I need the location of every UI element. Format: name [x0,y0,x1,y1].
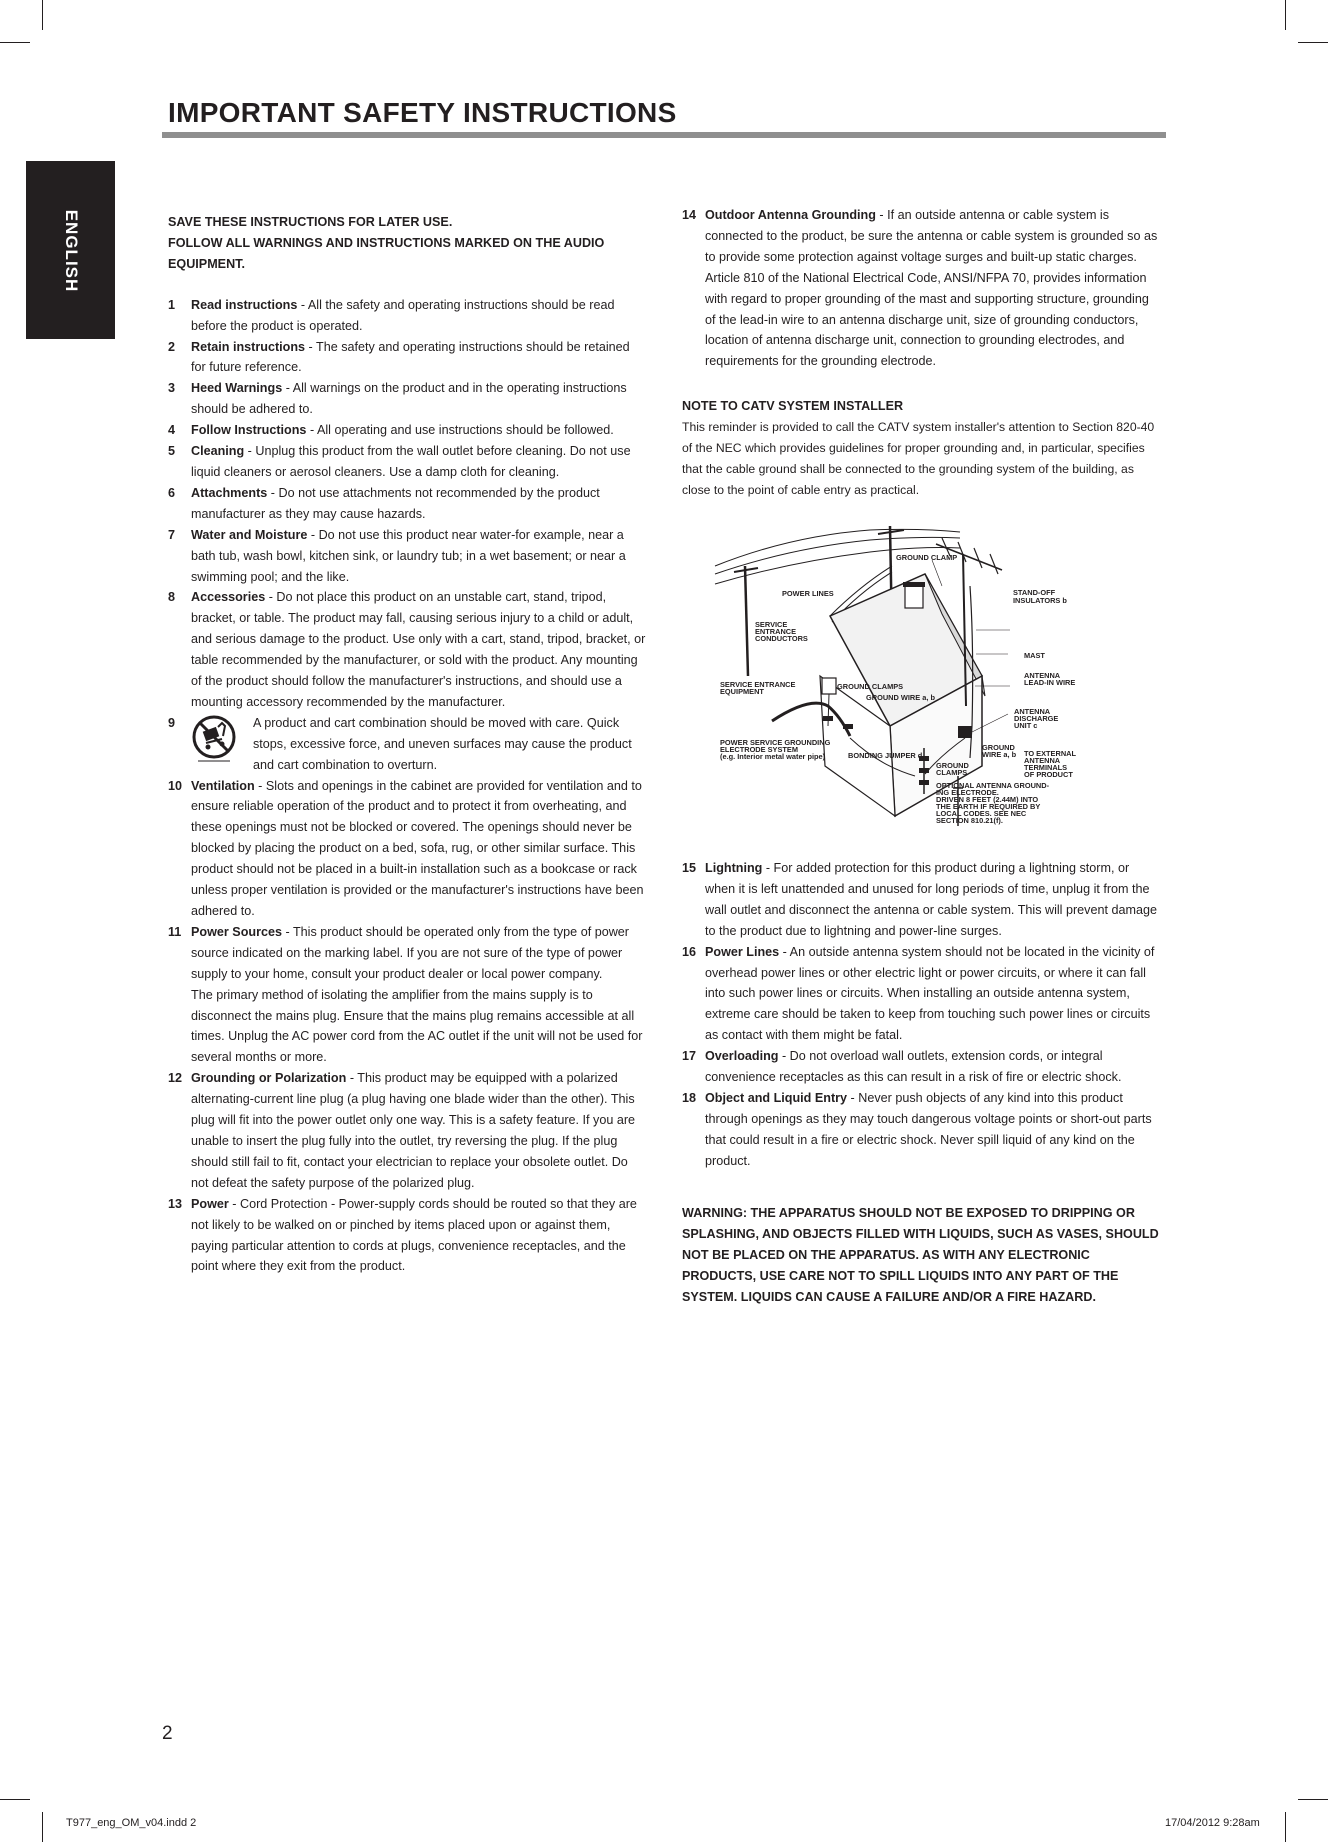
item-text: - Slots and openings in the cabinet are provided for ventilation and to ensure reliable operation of the product and to protect it from overheating, and these openings must not be blocked or covered. The openings should never be blocked by placing the product on a bed, sofa, rug, or other similar surface. This product should not be placed in a built-in installation such as a bookcase or rack unless proper ventilation is provided or the manufacturer's instructions have been adhered to. [191,778,644,918]
ground-clamp [843,724,853,729]
item-text: - Never push objects of any kind into this product through openings as they may touch dangerous voltage points or short-out parts that could result in a fire or electric shock. Never spill liquid of any kind on the product. [705,1090,1152,1168]
item-number: 12 [168,1071,183,1086]
item-title: Object and Liquid Entry [705,1090,848,1105]
item-number: 2 [168,339,176,354]
label-ground-wire: GROUND WIRE a, b [866,693,935,702]
liquid-warning: WARNING: THE APPARATUS SHOULD NOT BE EXPOSED TO DRIPPING OR SPLASHING, AND OBJECTS FILLED WITH LIQUIDS, SUCH AS VASES, SHOULD NOT BE PLACED ON THE APPARATUS. AS WITH ANY ELECTRONIC PRODUCTS, USE CARE NOT TO SPILL LIQUIDS INTO ANY PART OF THE SYSTEM. LIQUIDS CAN CAUSE A FAILURE AND/OR A FIRE HAZARD. [682,1206,1159,1304]
item-number: 7 [168,527,176,542]
item-text: - If an outside antenna or cable system is connected to the product, be sure the antenna or cable system is grounded so as to provide some protection against voltage surges and built-up static charges. Article 810 of the National Electrical Code, ANSI/NFPA 70, provides information with regard to proper grounding of the mast and supporting structure, grounding of the lead-in wire to an antenna discharge unit, size of grounding conductors, location of antenna discharge unit, connection to grounding electrodes, and requirements for the grounding electrode. [705,208,1158,369]
item-title: Outdoor Antenna Grounding [705,208,876,222]
label-ground-clamps-2: CLAMPS [936,768,968,777]
label-optional-electrode: DRIVEN 8 FEET (2.44M) INTO [936,795,1039,804]
list-item [682,1088,1162,1172]
antenna-element [990,554,998,574]
intro [168,212,646,275]
item-title: Ventilation [191,778,255,793]
item-title: Power Lines [705,944,780,959]
item-text: - This product should be operated only from the type of power source indicated on the marking label. If you are not sure of the type of power supply to your home, consult your product dealer or local power company. [191,924,629,981]
item-text: - Do not place this product on an unstable cart, stand, tripod, bracket, or table. The product may fall, causing serious injury to a child or adult, and serious damage to the product. Use only with a cart, stand, tripod, bracket, or table recommended by the manufacturer, or sold with the product. Any mounting of the product should follow the manufacturer's instructions, and should use a mounting accessory recommended by the manufacturer. [191,590,646,709]
item-title: Accessories [191,590,266,605]
item-text: - Unplug this product from the wall outlet before cleaning. Do not use liquid cleaners or aerosol cleaners. Use a damp cloth for cleaning. [191,444,631,479]
item-title: Water and Moisture [191,527,308,542]
left-instruction-list [168,295,646,1278]
left-column [168,212,646,1277]
language-tab [26,161,115,339]
label-service-conductors: ENTRANCE [755,627,797,636]
item-title: Cleaning [191,444,245,459]
item-number: 10 [168,778,183,793]
item-title: Follow Instructions [191,423,307,438]
ground-clamp [919,768,929,773]
crop-mark [1298,42,1328,43]
ground-clamp [823,716,833,721]
title-rule [162,132,1166,138]
list-item [168,922,646,1068]
label-external-terminals: TERMINALS [1024,763,1068,772]
label-standoff: STAND-OFF [1013,588,1056,597]
list-item [168,378,646,420]
item-title: Attachments [191,485,268,500]
label-antenna-lead: LEAD-IN WIRE [1024,678,1076,687]
chimney-cap [903,582,925,587]
footer-date: 17/04/2012 9:28am [1165,1817,1260,1829]
label-discharge-unit: DISCHARGE [1014,714,1059,723]
item-number: 17 [682,1049,697,1064]
page-title: IMPORTANT SAFETY INSTRUCTIONS [168,97,677,128]
label-ground-clamps-2: GROUND [936,761,969,770]
item-text: - All the safety and operating instructions should be read before the product is operated. [191,297,615,333]
item-number: 8 [168,590,176,605]
label-external-terminals: TO EXTERNAL [1024,749,1077,758]
language-tab-label: ENGLISH [62,209,81,293]
label-optional-electrode: THE EARTH IF REQUIRED BY [936,802,1041,811]
crop-mark [1285,0,1286,30]
label-power-service-grounding: ELECTRODE SYSTEM [720,745,799,754]
label-optional-electrode: SECTION 810.21(f). [936,816,1003,825]
label-power-service-grounding: POWER SERVICE GROUNDING [720,738,831,747]
item-text: - All warnings on the product and in the operating instructions should be adhered to. [191,381,627,417]
item-text: - Cord Protection - Power-supply cords should be routed so that they are not likely to be walked on or pinched by items placed upon or against them, paying particular attention to cords at plugs, convenience receptacles, and the point where they exit from the product. [191,1196,637,1274]
service-entrance-box [822,678,836,694]
item-title: Read instructions [191,297,298,312]
item-number: 9 [168,715,176,730]
item-text: - An outside antenna system should not be located in the vicinity of overhead power lines or other electric light or power circuits, or where it can fall into such power lines or circuits. When installing an outside antenna system, extreme care should be taken to keep from touching such power lines or circuits as contact with them might be fatal. [705,944,1155,1043]
item-text: A product and cart combination should be moved with care. Quick stops, excessive force, and uneven surfaces may cause the product and cart combination to overturn. [253,715,632,772]
list-item [168,441,646,483]
page-number: 2 [162,1723,173,1744]
item-title: Grounding or Polarization [191,1071,347,1086]
list-item [168,1194,646,1278]
antenna-element [958,542,966,562]
leader-line [932,560,942,586]
item-number: 13 [168,1196,183,1211]
list-item [682,205,1162,372]
right-instruction-list-b [682,858,1162,1172]
label-external-terminals: OF PRODUCT [1024,770,1073,779]
intro-line-2: FOLLOW ALL WARNINGS AND INSTRUCTIONS MARKED ON THE AUDIO EQUIPMENT. [168,235,605,271]
label-power-service-grounding: (e.g. Interior metal water pipe) [720,752,826,761]
item-title: Heed Warnings [191,381,283,396]
item-number: 14 [682,208,697,222]
intro-line-1: SAVE THESE INSTRUCTIONS FOR LATER USE. [168,215,453,229]
label-external-terminals: ANTENNA [1024,756,1061,765]
item-number: 3 [168,381,176,396]
label-antenna-lead: ANTENNA [1024,671,1061,680]
item-number: 1 [168,297,176,312]
list-item [168,1068,646,1193]
item-number: 4 [168,423,176,438]
item-number: 16 [682,944,697,959]
item-number: 6 [168,485,176,500]
utility-pole [745,566,748,676]
footer-filename: T977_eng_OM_v04.indd 2 [66,1817,197,1829]
label-ground-wire-2: GROUND [982,743,1015,752]
ground-clamp [919,780,929,785]
item-title: Retain instructions [191,339,306,354]
label-ground-wire-2: WIRE a, b [982,750,1017,759]
crop-mark [42,1812,43,1842]
catv-note-body: This reminder is provided to call the CATV system installer's attention to Section 820-40 of the NEC which provides guidelines for proper grounding and, in particular, specifies that the cable ground shall be connected to the grounding system of the building, as close to the point of cable entry as practical. [682,420,1155,497]
list-item [682,1046,1162,1088]
chimney [905,586,923,608]
list-item [168,483,646,525]
list-item [168,295,646,337]
list-item [682,858,1162,942]
cart-warning-icon [192,713,236,765]
label-optional-electrode: LOCAL CODES. SEE NEC [936,809,1027,818]
label-ground-clamp: GROUND CLAMP [896,553,958,562]
right-instruction-list-a [682,205,1162,372]
list-item [682,942,1162,1047]
label-power-lines: POWER LINES [782,589,834,598]
right-column-lower [682,858,1162,1172]
item-text: - The safety and operating instructions should be retained for future reference. [191,339,630,375]
label-mast: MAST [1024,651,1045,660]
label-ground-clamps: GROUND CLAMPS [837,682,904,691]
item-number: 18 [682,1090,697,1105]
label-service-entrance: EQUIPMENT [720,687,764,696]
label-standoff: INSULATORS b [1013,596,1067,605]
list-item [168,420,646,441]
item-number: 15 [682,861,697,875]
list-item [168,337,646,379]
item-text: - All operating and use instructions should be followed. [306,423,614,438]
crop-mark [42,0,43,30]
label-service-conductors: CONDUCTORS [755,634,808,643]
item-text: - Do not use this product near water-for example, near a bath tub, wash bowl, kitchen sink, or laundry tub; in a wet basement; or near a swimming pool; and the like. [191,527,626,584]
antenna-element [974,548,982,568]
item-number: 11 [168,924,182,939]
discharge-unit [958,726,972,738]
item-text: - Do not use attachments not recommended by the product manufacturer as they may cause hazards. [191,485,600,521]
right-column [682,205,1162,500]
crop-mark [0,42,30,43]
item-text: - For added protection for this product during a lightning storm, or when it is left unattended and unused for long periods of time, unplug it from the wall outlet and disconnect the antenna or cable system. This will prevent damage to the product due to lightning and power-line surges. [705,861,1157,938]
label-bonding-jumper: BONDING JUMPER d [848,751,923,760]
label-service-entrance: SERVICE ENTRANCE [720,680,796,689]
antenna-grounding-diagram [710,526,1120,836]
catv-note-heading: NOTE TO CATV SYSTEM INSTALLER [682,399,904,414]
item-title: Overloading [705,1049,779,1064]
label-service-conductors: SERVICE [755,620,788,629]
item-title: Power [191,1196,229,1211]
item-number: 5 [168,444,176,459]
item-title: Power Sources [191,924,282,939]
label-discharge-unit: ANTENNA [1014,707,1051,716]
label-optional-electrode: ING ELECTRODE. [936,788,999,797]
item-text-continued: The primary method of isolating the amplifier from the mains supply is to disconnect the mains plug. Ensure that the mains plug remains accessible at all times. Unplug the AC power cord from the AC outlet if the unit will not be used for several months or more. [191,987,643,1065]
crop-mark [0,1799,30,1800]
item-title: Lightning [705,861,763,875]
list-item [168,713,646,776]
item-text: - This product may be equipped with a polarized alternating-current line plug (a plug having one blade wider than the other). This plug will fit into the power outlet only one way. This is a safety feature. If you are unable to insert the plug fully into the outlet, try reversing the plug. If the plug should still fail to fit, contact your electrician to replace your obsolete outlet. Do not defeat the safety purpose of the polarized plug. [191,1071,636,1190]
list-item [168,525,646,588]
label-optional-electrode: OPTIONAL ANTENNA GROUND- [936,781,1050,790]
crop-mark [1285,1812,1286,1842]
item-text: - Do not overload wall outlets, extension cords, or integral convenience receptacles as this can result in a risk of fire or electric shock. [705,1049,1122,1085]
list-item [168,776,646,922]
label-discharge-unit: UNIT c [1014,721,1038,730]
list-item [168,587,646,712]
crop-mark [1298,1799,1328,1800]
